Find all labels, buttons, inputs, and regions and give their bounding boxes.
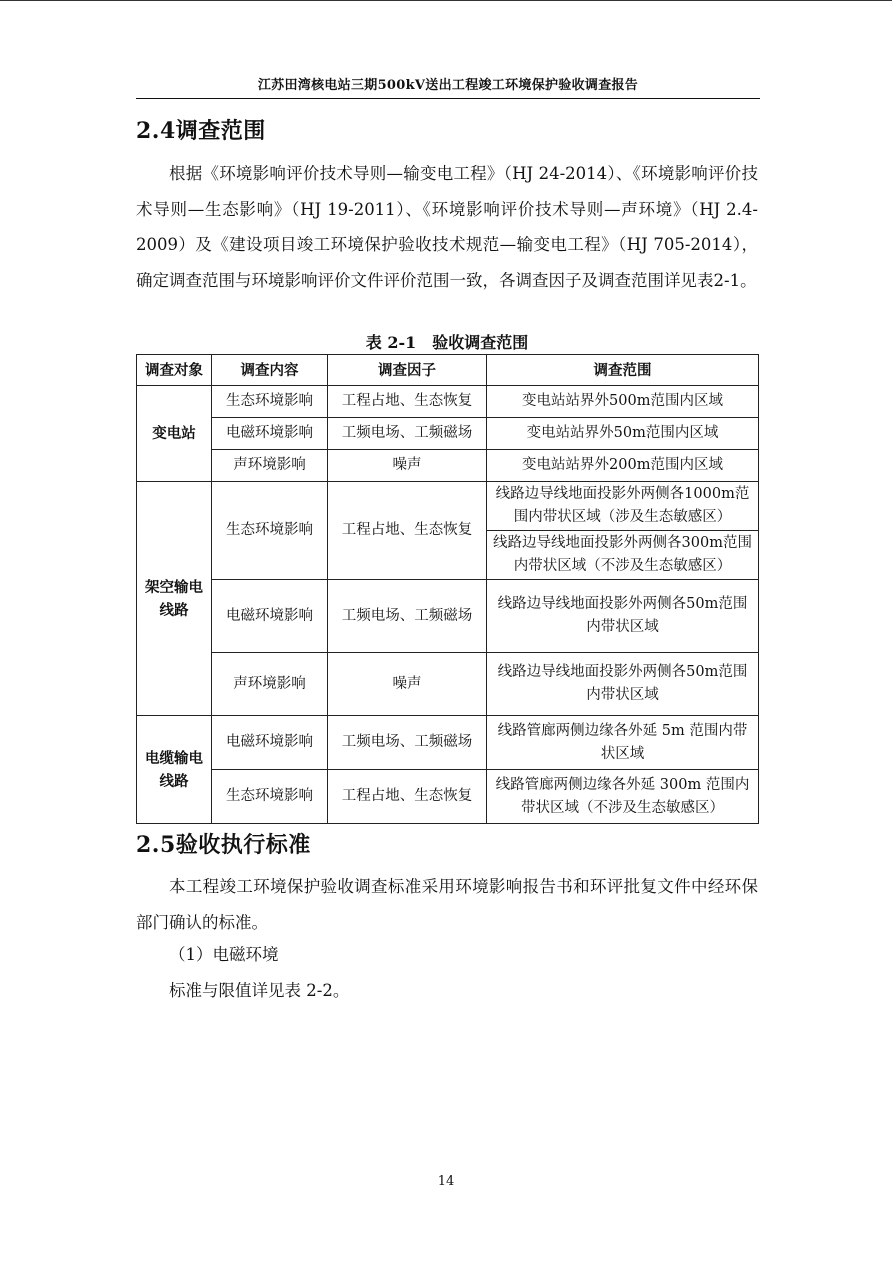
range-cell: 变电站站界外500m范围内区域 [487, 386, 759, 418]
table-2-2-reference: 标准与限值详见表 2-2。 [169, 981, 350, 1000]
header-cell: 调查内容 [212, 355, 328, 386]
content-cell: 生态环境影响 [212, 482, 328, 580]
section-2-4-paragraph: 根据《环境影响评价技术导则—输变电工程》（HJ 24-2014）、《环境影响评价技术导则—生态影响》（HJ 19-2011）、《环境影响评价技术导则—声环境》（HJ 2.4-2009）及《建设项目竣工环境保护验收技术规范—输变电工程》（HJ 705-2014），确定调查范围与环境影响评价文件评价范围一致，各调查因子及调查范围详见表2-1。 [136, 164, 758, 290]
table-header-row [137, 355, 759, 386]
range-cell: 线路管廊两侧边缘各外延 5m 范围内带状区域 [487, 716, 759, 770]
object-cell: 变电站 [137, 386, 212, 482]
content-cell: 声环境影响 [212, 450, 328, 482]
factor-cell: 噪声 [328, 450, 487, 482]
content-cell: 电磁环境影响 [212, 418, 328, 450]
content-cell: 生态环境影响 [212, 770, 328, 824]
table-row [137, 580, 759, 653]
factor-cell: 工程占地、生态恢复 [328, 770, 487, 824]
page-number: 14 [437, 1174, 455, 1189]
section-heading-2-5: 2.5验收执行标准 [136, 832, 311, 858]
top-border-line [0, 0, 892, 1]
range-cell: 线路管廊两侧边缘各外延 300m 范围内带状区域（不涉及生态敏感区） [487, 770, 759, 824]
content-cell: 生态环境影响 [212, 386, 328, 418]
range-cell: 变电站站界外50m范围内区域 [487, 418, 759, 450]
factor-cell: 工频电场、工频磁场 [328, 716, 487, 770]
header-cell: 调查范围 [487, 355, 759, 386]
range-cell: 线路边导线地面投影外两侧各50m范围内带状区域 [487, 580, 759, 653]
range-cell: 线路边导线地面投影外两侧各300m范围内带状区域（不涉及生态敏感区） [487, 531, 759, 580]
factor-cell: 工程占地、生态恢复 [328, 386, 487, 418]
table-row [137, 386, 759, 418]
header-cell: 调查对象 [137, 355, 212, 386]
table-row [137, 482, 759, 531]
content-cell: 电磁环境影响 [212, 580, 328, 653]
content-cell: 电磁环境影响 [212, 716, 328, 770]
factor-cell: 工频电场、工频磁场 [328, 580, 487, 653]
table-row [137, 653, 759, 716]
range-cell: 线路边导线地面投影外两侧各1000m范围内带状区域（涉及生态敏感区） [487, 482, 759, 531]
section-2-5-paragraph: 本工程竣工环境保护验收调查标准采用环境影响报告书和环评批复文件中经环保部门确认的标准。 [136, 877, 758, 932]
section-heading-2-4: 2.4调查范围 [136, 118, 266, 144]
table-caption: 表 2-1 验收调查范围 [365, 333, 529, 352]
object-cell: 架空输电线路 [137, 482, 212, 716]
range-cell: 线路边导线地面投影外两侧各50m范围内带状区域 [487, 653, 759, 716]
survey-scope-table [136, 354, 759, 824]
header-rule [136, 98, 760, 99]
factor-cell: 工程占地、生态恢复 [328, 482, 487, 580]
table-row [137, 770, 759, 824]
object-cell: 电缆输电线路 [137, 716, 212, 824]
factor-cell: 工频电场、工频磁场 [328, 418, 487, 450]
list-item-electromagnetic: （1）电磁环境 [169, 945, 279, 964]
running-header: 江苏田湾核电站三期500kV送出工程竣工环境保护验收调查报告 [257, 78, 639, 93]
table-row [137, 450, 759, 482]
table-row [137, 716, 759, 770]
factor-cell: 噪声 [328, 653, 487, 716]
content-cell: 声环境影响 [212, 653, 328, 716]
header-cell: 调查因子 [328, 355, 487, 386]
range-cell: 变电站站界外200m范围内区域 [487, 450, 759, 482]
table-row [137, 418, 759, 450]
